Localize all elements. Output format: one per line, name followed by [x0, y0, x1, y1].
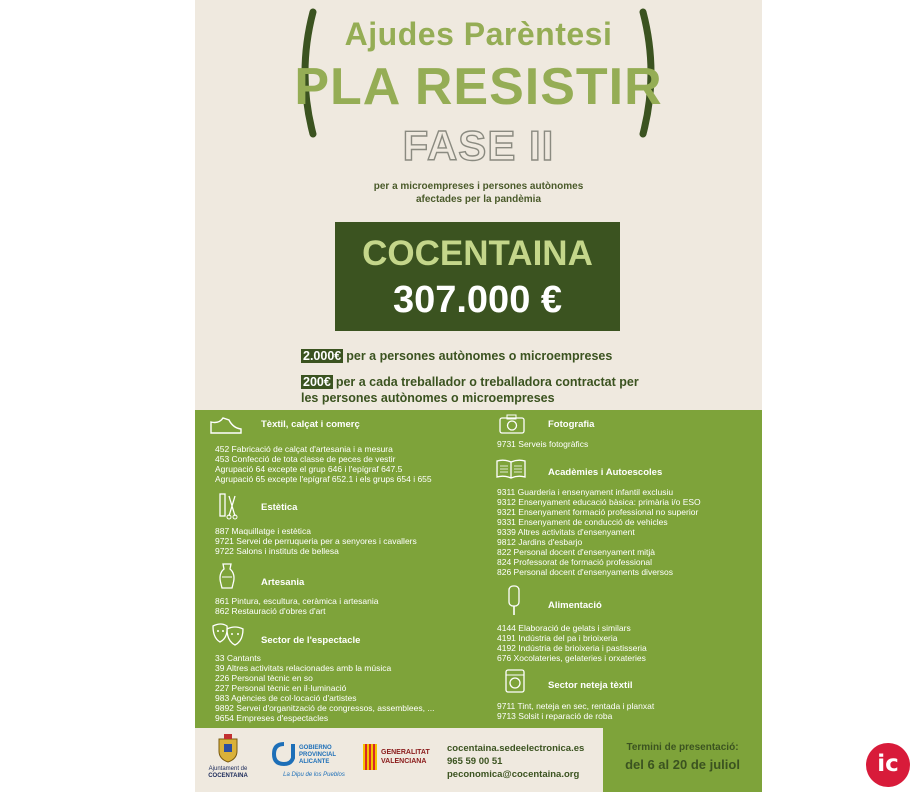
list-item: 9713 Solsit i reparació de roba: [497, 711, 613, 721]
generalitat-flag-icon: [363, 744, 377, 770]
deadline-dates: del 6 al 20 de juliol: [625, 757, 740, 772]
list-item: 9339 Altres activitats d'ensenyament: [497, 527, 635, 537]
logo-ajuntament-line1: Ajuntament de: [208, 766, 248, 772]
list-item: 861 Pintura, escultura, ceràmica i artesania: [215, 596, 379, 606]
section-title-academies: Acadèmies i Autoescoles: [548, 467, 663, 478]
list-item: 9731 Serveis fotogràfics: [497, 439, 589, 449]
section-title-textil: Tèxtil, calçat i comerç: [261, 419, 360, 430]
list-item: 453 Confecció de tota classe de peces de vestir: [215, 454, 396, 464]
logo-diputacion: [299, 745, 349, 766]
subtitle-line-1: per a microempreses i persones autònomes: [373, 181, 584, 192]
list-item: 452 Fabricació de calçat d'artesania i a mesura: [215, 444, 393, 454]
aid-line-1: [301, 348, 612, 364]
list-item: 4191 Indústria del pa i brioixeria: [497, 633, 618, 643]
list-item: 9812 Jardins d'esbarjo: [497, 537, 583, 547]
list-item: 887 Maquillatge i estètica: [215, 526, 311, 536]
diputacion-a-icon: [271, 740, 297, 770]
list-item: 39 Altres activitats relacionades amb la música: [215, 663, 392, 673]
theater-masks-icon: [211, 622, 245, 648]
deadline-label: Termini de presentació:: [626, 742, 739, 753]
comb-scissors-icon: [217, 492, 239, 520]
list-item: 9331 Ensenyament de conducció de vehicles: [497, 517, 668, 527]
shoe-icon: [209, 414, 243, 436]
list-item: 33 Cantants: [215, 653, 261, 663]
book-icon: [495, 458, 527, 480]
aid-badge-2: 200€: [303, 375, 331, 389]
section-title-neteja: Sector neteja tèxtil: [548, 680, 633, 691]
logo-generalitat: [381, 748, 441, 766]
list-item: 9721 Servei de perruqueria per a senyores i cavallers: [215, 536, 417, 546]
watermark-logo: [866, 743, 910, 787]
list-item: 226 Personal tècnic en so: [215, 673, 313, 683]
title-fase: FASE II: [402, 122, 555, 169]
logo-diputacion-line1: GOBIERNO: [299, 745, 332, 751]
subtitle: [195, 180, 762, 206]
logo-diputacion-line3: ALICANTE: [299, 759, 330, 765]
aid-text-2a: per a cada treballador o treballadora contractat per: [335, 375, 639, 389]
list-item: 4144 Elaboració de gelats i similars: [497, 623, 631, 633]
total-amount: 307.000 €: [392, 279, 563, 321]
sectors-panel: [195, 410, 762, 728]
ice-cream-icon: [507, 585, 521, 617]
logo-generalitat-line2: VALENCIANA: [381, 758, 427, 765]
aid-text-2b: les persones autònomes o microempreses: [301, 391, 555, 405]
logo-diputacion-line2: PROVINCIAL: [299, 752, 337, 758]
contact-web: cocentaina.sedeelectronica.es: [447, 743, 585, 754]
list-item: 824 Professorat de formació professional: [497, 557, 652, 567]
list-item: 9654 Empreses d'espectacles: [215, 713, 329, 723]
coat-of-arms-icon: [215, 733, 241, 763]
list-item: 822 Personal docent d'ensenyament mitjà: [497, 547, 656, 557]
list-item: 826 Personal docent d'ensenyaments diversos: [497, 567, 673, 577]
contact-phone: 965 59 00 51: [447, 756, 503, 767]
title-pla-resistir: PLA RESISTIR: [294, 58, 663, 116]
list-item: Agrupació 65 excepte l'epígraf 652.1 i els grups 654 i 655: [215, 474, 432, 484]
logo-generalitat-line1: GENERALITAT: [381, 749, 430, 756]
watermark-logo-text: ic: [877, 751, 899, 777]
section-title-estetica: Estètica: [261, 502, 298, 513]
list-item: 9722 Salons i instituts de bellesa: [215, 546, 339, 556]
list-item: 9711 Tint, neteja en sec, rentada i planxat: [497, 701, 655, 711]
amount-box: [335, 222, 620, 331]
section-title-alimentacio: Alimentació: [548, 600, 602, 611]
vase-icon: [217, 562, 237, 590]
section-title-artesania: Artesania: [261, 577, 305, 588]
list-item: 227 Personal tècnic en il·luminació: [215, 683, 347, 693]
logo-ajuntament: [203, 766, 253, 780]
city-name: COCENTAINA: [362, 234, 593, 273]
list-item: 9311 Guarderia i ensenyament infantil exclusiu: [497, 487, 674, 497]
list-item: 4192 Indústria de brioixeria i pastisseria: [497, 643, 647, 653]
aid-line-2: [301, 374, 639, 406]
washing-machine-icon: [505, 669, 525, 693]
list-item: 9312 Ensenyament educació bàsica: primària i/o ESO: [497, 497, 701, 507]
camera-icon: [499, 414, 525, 434]
list-item: 862 Restauració d'obres d'art: [215, 606, 326, 616]
subtitle-line-2: afectades per la pandèmia: [415, 194, 542, 205]
list-item: 9321 Ensenyament formació professional no superior: [497, 507, 699, 517]
logo-diputacion-tagline: La Dipu de los Pueblos: [283, 772, 345, 778]
aid-badge-1: 2.000€: [303, 349, 342, 363]
section-title-espectacle: Sector de l'espectacle: [261, 635, 361, 646]
list-item: Agrupació 64 excepte el grup 646 i l'epígraf 647.5: [215, 464, 403, 474]
list-item: 9892 Servei d'organització de congressos, assemblees, ...: [215, 703, 435, 713]
poster: [195, 0, 762, 792]
contact-email: peconomica@cocentaina.org: [447, 769, 580, 780]
title-ajudes: Ajudes Parèntesi: [344, 16, 613, 52]
list-item: 983 Agències de col·locació d'artistes: [215, 693, 357, 703]
aid-text-1: per a persones autònomes o microempreses: [346, 349, 613, 363]
logo-ajuntament-line2: COCENTAINA: [208, 773, 248, 779]
section-title-fotografia: Fotografia: [548, 419, 595, 430]
list-item: 676 Xocolateries, gelateries i orxateries: [497, 653, 646, 663]
